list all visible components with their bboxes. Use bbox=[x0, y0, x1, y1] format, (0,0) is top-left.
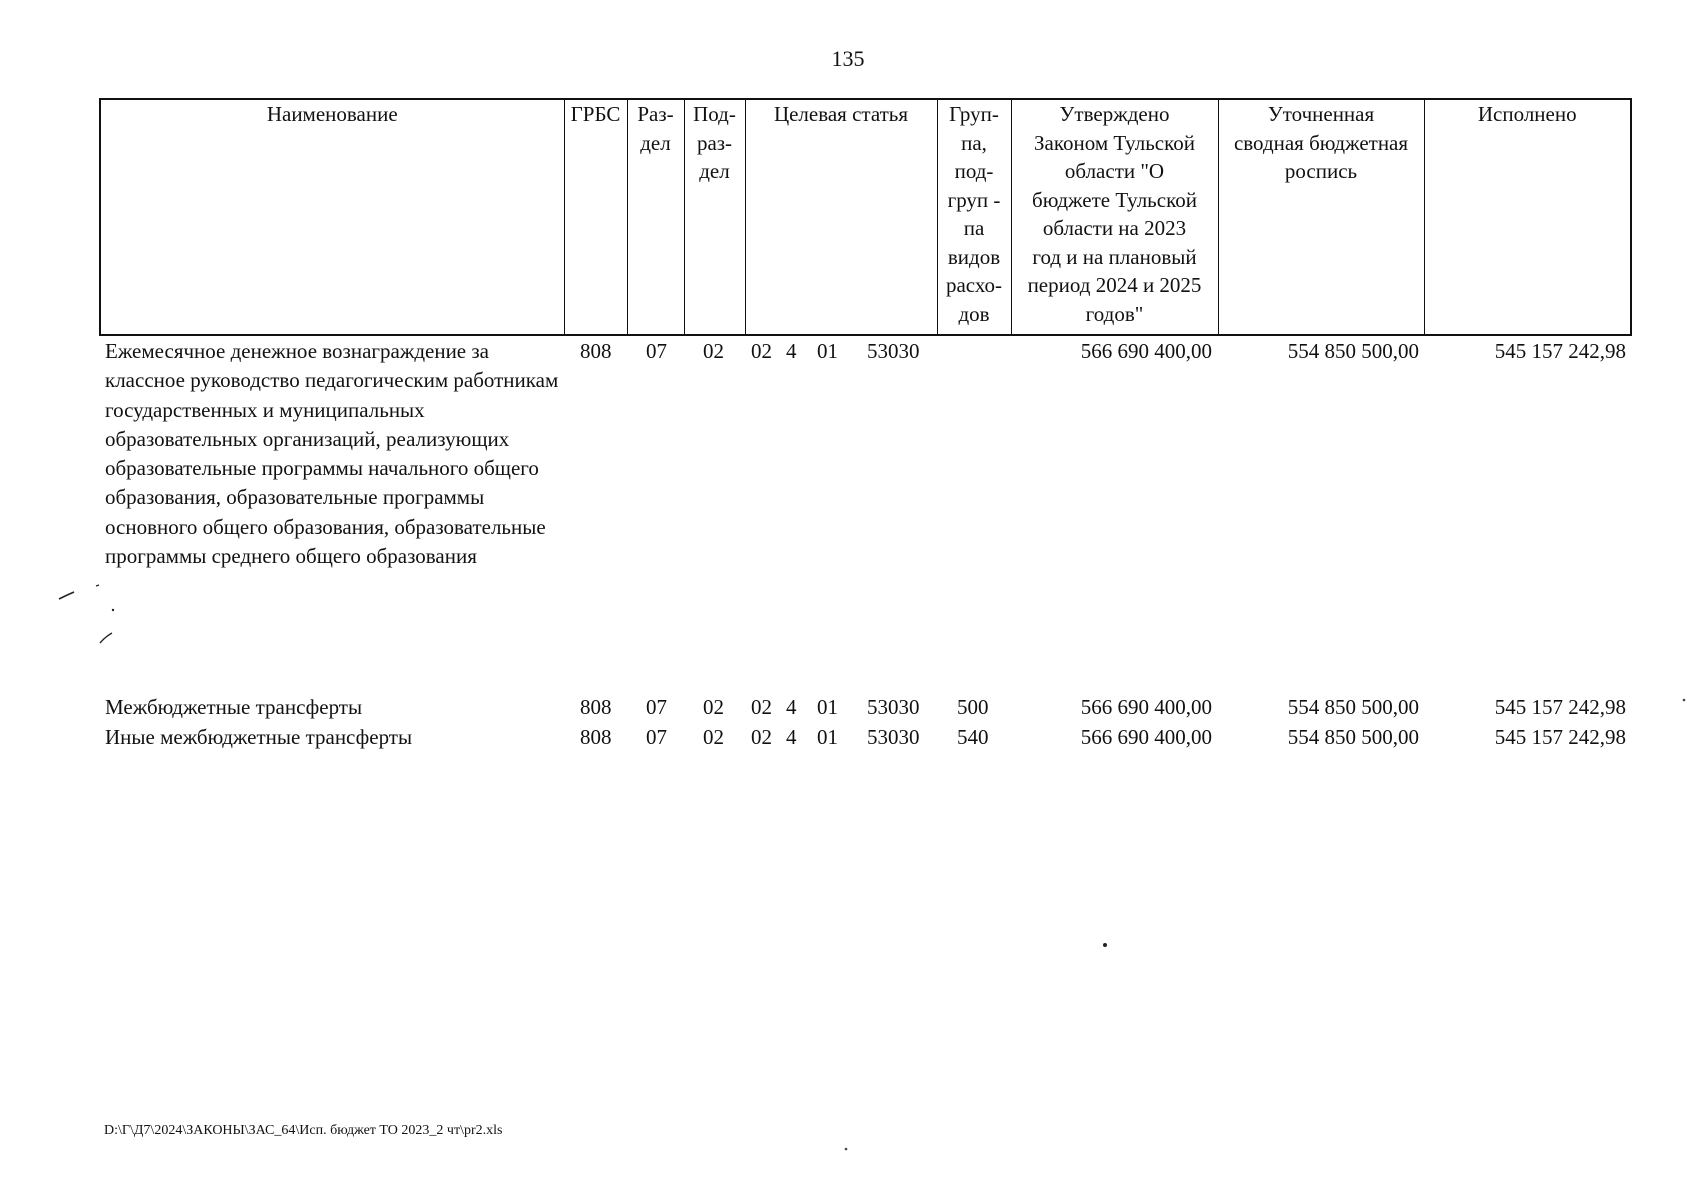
row-executed: 545 157 242,98 bbox=[1494, 695, 1626, 719]
row-target-program: 02 bbox=[751, 725, 772, 749]
row-specified: 554 850 500,00 bbox=[1287, 695, 1419, 719]
header-specified: Уточненная сводная бюджетная роспись bbox=[1218, 99, 1424, 335]
row-grbs: 808 bbox=[580, 695, 612, 719]
row-expense-group: 540 bbox=[957, 725, 989, 749]
row-razdel: 07 bbox=[646, 695, 667, 719]
row-name: Межбюджетные трансферты bbox=[105, 695, 363, 719]
row-target-subprogram: 4 bbox=[786, 695, 797, 719]
file-path: D:\Г\Д7\2024\ЗАКОНЫ\ЗАС_64\Исп. бюджет ТО 2023_2 чт\pr2.xls bbox=[104, 1123, 503, 1138]
header-expense-group: Груп- па, под- груп - па видов расхо- дов bbox=[937, 99, 1011, 335]
row-target-subprogram: 4 bbox=[786, 339, 797, 363]
header-target-article: Целевая статья bbox=[745, 99, 937, 335]
row-podrazdel: 02 bbox=[703, 339, 724, 363]
row-target-event: 01 bbox=[817, 725, 838, 749]
row-grbs: 808 bbox=[580, 339, 612, 363]
row-target-program: 02 bbox=[751, 339, 772, 363]
row-executed: 545 157 242,98 bbox=[1494, 725, 1626, 749]
scan-dot-icon bbox=[1680, 696, 1688, 704]
row-approved: 566 690 400,00 bbox=[1080, 695, 1212, 719]
row-approved: 566 690 400,00 bbox=[1080, 339, 1212, 363]
page-number: 135 bbox=[831, 46, 865, 71]
table-header bbox=[99, 98, 1632, 336]
row-name: Ежемесячное денежное вознаграждение за классное руководство педагогическим работникам государственных и муниципальных образовательных организаций, реализующих образовательные программы начального общего образования, образовательные программы основного общего образования, образовательные программы среднего общего образования bbox=[105, 339, 559, 569]
row-target-direction: 53030 bbox=[867, 695, 920, 719]
header-podrazdel: Под- раз- дел bbox=[684, 99, 745, 335]
row-podrazdel: 02 bbox=[703, 725, 724, 749]
scan-dot-icon bbox=[842, 1144, 850, 1154]
row-razdel: 07 bbox=[646, 725, 667, 749]
row-target-event: 01 bbox=[817, 339, 838, 363]
header-approved: Утверждено Законом Тульской области "О бюджете Тульской области на 2023 год и на плановый период 2024 и 2025 годов" bbox=[1011, 99, 1218, 335]
row-grbs: 808 bbox=[580, 725, 612, 749]
pencil-mark-icon bbox=[55, 580, 115, 650]
header-name: Наименование bbox=[100, 99, 564, 335]
row-razdel: 07 bbox=[646, 339, 667, 363]
row-podrazdel: 02 bbox=[703, 695, 724, 719]
scan-dot-icon bbox=[1100, 940, 1110, 950]
row-specified: 554 850 500,00 bbox=[1287, 725, 1419, 749]
row-target-program: 02 bbox=[751, 695, 772, 719]
row-target-event: 01 bbox=[817, 695, 838, 719]
row-specified: 554 850 500,00 bbox=[1287, 339, 1419, 363]
row-name: Иные межбюджетные трансферты bbox=[105, 725, 413, 749]
row-target-direction: 53030 bbox=[867, 725, 920, 749]
row-target-subprogram: 4 bbox=[786, 725, 797, 749]
row-executed: 545 157 242,98 bbox=[1494, 339, 1626, 363]
row-expense-group: 500 bbox=[957, 695, 989, 719]
row-target-direction: 53030 bbox=[867, 339, 920, 363]
row-approved: 566 690 400,00 bbox=[1080, 725, 1212, 749]
header-razdel: Раз- дел bbox=[627, 99, 684, 335]
header-executed: Исполнено bbox=[1424, 99, 1631, 335]
header-grbs: ГРБС bbox=[564, 99, 627, 335]
